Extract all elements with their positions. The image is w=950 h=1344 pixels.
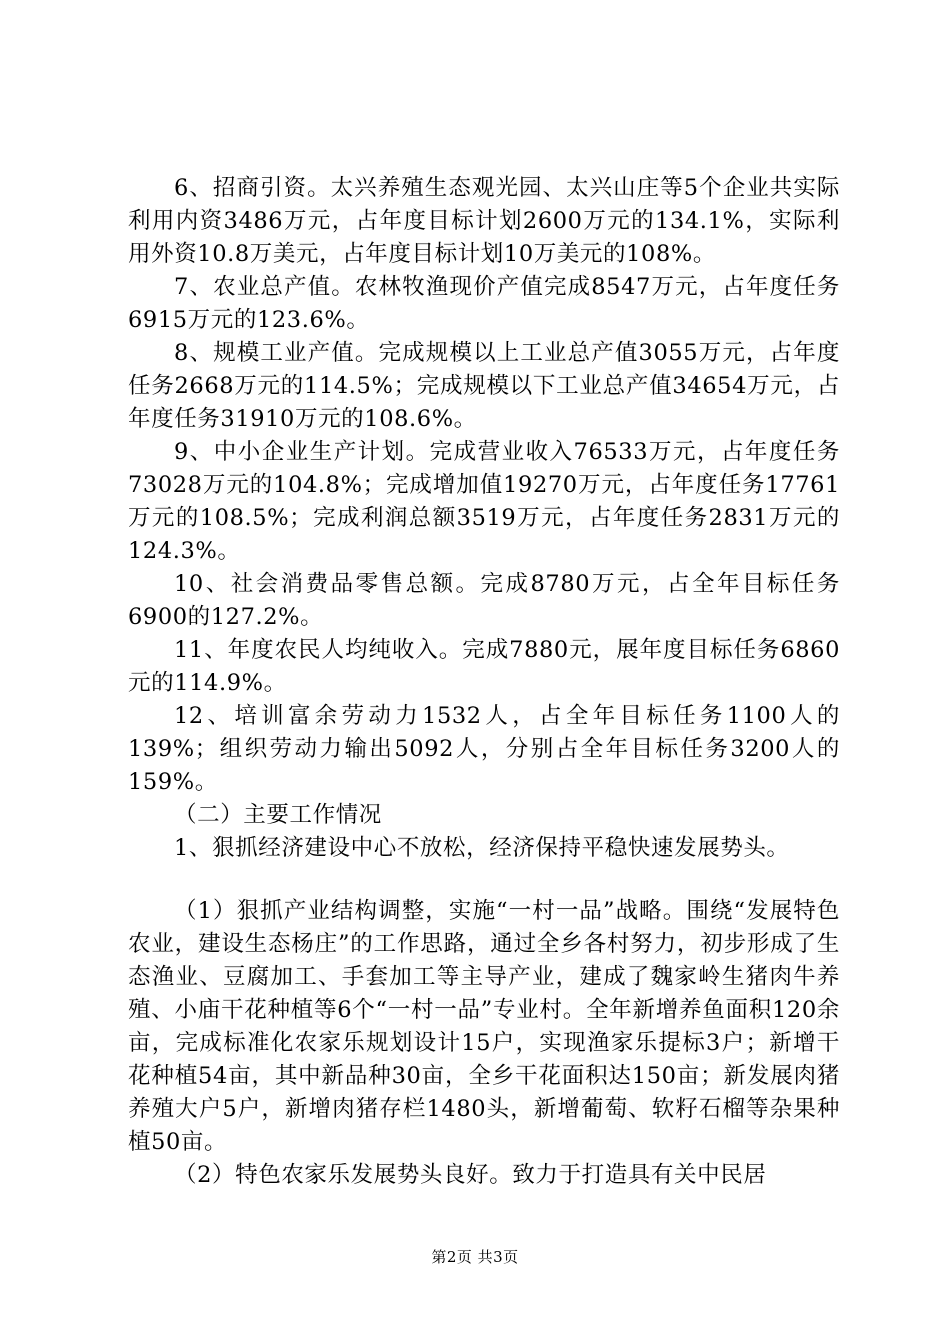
paragraph-sme-production: 9、中小企业生产计划。完成营业收入76533万元，占年度任务73028万元的104.8%；完成增加值19270万元，占年度任务17761万元的108.5%；完成利润总额3519万元，占年度任务2831万元的124.3%。: [128, 439, 840, 564]
paragraph-industry-structure: （1）狠抓产业结构调整，实施“一村一品”战略。围绕“发展特色农业，建设生态杨庄”的工作思路，通过全乡各村努力，初步形成了生态渔业、豆腐加工、手套加工等主导产业，建成了魏家岭生猪肉牛养殖、小庙干花种植等6个“一村一品”专业村。全年新增养鱼面积120余亩，完成标准化农家乐规划设计15户，实现渔家乐提标3户；新增干花种植54亩，其中新品种30亩，全乡干花面积达150亩；新发展肉猪养殖大户5户，新增肉猪存栏1480头，新增葡萄、软籽石榴等杂果种植50亩。: [128, 898, 840, 1155]
paragraph-industrial-output: 8、规模工业产值。完成规模以上工业总产值3055万元，占年度任务2668万元的114.5%；完成规模以下工业总产值34654万元，占年度任务31910万元的108.6%。: [128, 340, 840, 432]
paragraph-farm-stay: （2）特色农家乐发展势头良好。致力于打造具有关中民居: [174, 1162, 767, 1188]
paragraph-agriculture-output: 7、农业总产值。农林牧渔现价产值完成8547万元，占年度任务6915万元的123.6%。: [128, 274, 840, 333]
paragraph-investment: 6、招商引资。太兴养殖生态观光园、太兴山庄等5个企业共实际利用内资3486万元，占年度目标计划2600万元的134.1%，实际利用外资10.8万美元，占年度目标计划10万美元的108%。: [128, 175, 840, 267]
paragraph-retail-sales: 10、社会消费品零售总额。完成8780万元，占全年目标任务6900的127.2%。: [128, 571, 840, 630]
page-footer: 第2页 共3页: [431, 1248, 519, 1266]
paragraph-labor-training: 12、培训富余劳动力1532人，占全年目标任务1100人的139%；组织劳动力输出5092人，分别占全年目标任务3200人的159%。: [128, 703, 840, 795]
paragraph-farmer-income: 11、年度农民人均纯收入。完成7880元，展年度目标任务6860元的114.9%。: [128, 637, 840, 696]
section-heading-main-work: （二）主要工作情况: [174, 802, 382, 828]
document-body: [128, 172, 840, 1192]
subheading-economic-construction: 1、狠抓经济建设中心不放松，经济保持平稳快速发展势头。: [174, 835, 790, 861]
